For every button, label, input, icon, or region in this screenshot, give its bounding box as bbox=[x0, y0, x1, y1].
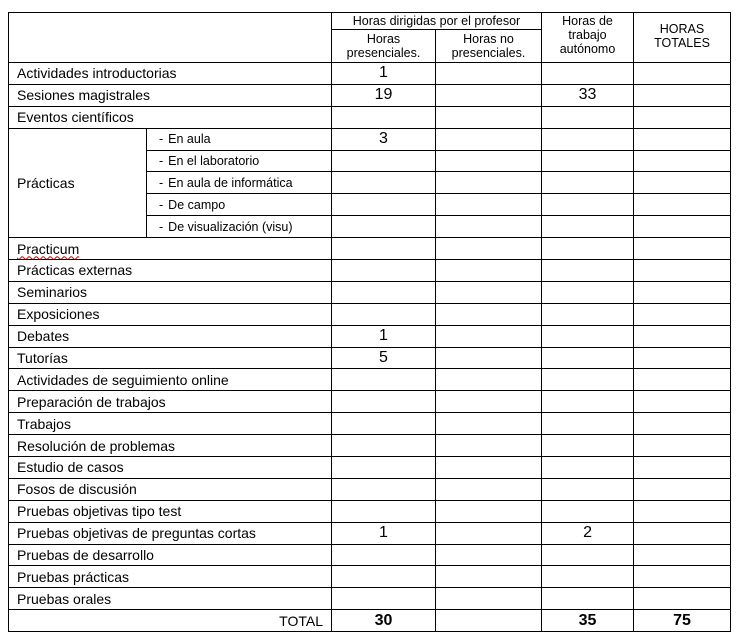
cell-autonomo bbox=[542, 238, 634, 260]
cell-no-presenciales bbox=[436, 260, 542, 282]
cell-no-presenciales bbox=[436, 500, 542, 522]
cell-autonomo bbox=[542, 369, 634, 391]
cell-presenciales bbox=[332, 194, 436, 216]
activity-label: Actividades introductorias bbox=[9, 63, 332, 85]
table-row bbox=[9, 457, 731, 479]
cell-presenciales bbox=[332, 566, 436, 588]
activity-label-text: Estudio de casos bbox=[17, 459, 124, 476]
cell-presenciales bbox=[332, 478, 436, 500]
cell-presenciales bbox=[332, 413, 436, 435]
cell-autonomo bbox=[542, 413, 634, 435]
table-row bbox=[9, 106, 731, 128]
cell-no-presenciales bbox=[436, 238, 542, 260]
header-totales: HORAS TOTALES bbox=[634, 13, 731, 63]
activity-label bbox=[9, 347, 332, 369]
cell-totales bbox=[634, 84, 731, 106]
cell-no-presenciales bbox=[436, 544, 542, 566]
cell-no-presenciales bbox=[436, 522, 542, 544]
cell-no-presenciales bbox=[436, 63, 542, 85]
activity-label bbox=[9, 478, 332, 500]
activity-label bbox=[9, 435, 332, 457]
activity-label bbox=[9, 457, 332, 479]
table-row bbox=[9, 238, 731, 260]
total-row bbox=[9, 610, 731, 632]
cell-totales bbox=[634, 588, 731, 610]
activity-label-text: Trabajos bbox=[17, 415, 71, 432]
cell-totales bbox=[634, 522, 731, 544]
cell-totales bbox=[634, 478, 731, 500]
cell-autonomo bbox=[542, 194, 634, 216]
cell-presenciales: 1 bbox=[332, 522, 436, 544]
table-row bbox=[9, 391, 731, 413]
cell-no-presenciales bbox=[436, 84, 542, 106]
cell-autonomo bbox=[542, 63, 634, 85]
total-presenciales: 30 bbox=[332, 610, 436, 632]
cell-autonomo bbox=[542, 260, 634, 282]
activity-label bbox=[9, 369, 332, 391]
cell-autonomo bbox=[542, 281, 634, 303]
activity-label-text: Pruebas de desarrollo bbox=[17, 547, 154, 564]
cell-autonomo bbox=[542, 172, 634, 194]
activity-label-text: Pruebas orales bbox=[17, 590, 112, 607]
activity-label bbox=[9, 544, 332, 566]
cell-autonomo bbox=[542, 391, 634, 413]
practicas-subtype bbox=[147, 172, 332, 194]
cell-totales bbox=[634, 194, 731, 216]
total-label: TOTAL bbox=[9, 610, 332, 632]
cell-autonomo bbox=[542, 435, 634, 457]
cell-autonomo bbox=[542, 347, 634, 369]
activity-label bbox=[9, 391, 332, 413]
cell-presenciales: 5 bbox=[332, 347, 436, 369]
table-row bbox=[9, 566, 731, 588]
practicas-subtype-label: En el laboratorio bbox=[168, 154, 260, 168]
cell-no-presenciales bbox=[436, 303, 542, 325]
cell-totales bbox=[634, 303, 731, 325]
cell-totales bbox=[634, 63, 731, 85]
table-row bbox=[9, 588, 731, 610]
dash-bullet: - bbox=[159, 132, 164, 147]
cell-presenciales bbox=[332, 369, 436, 391]
cell-totales bbox=[634, 544, 731, 566]
activity-label: Eventos científicos bbox=[9, 106, 332, 128]
cell-totales bbox=[634, 260, 731, 282]
practicas-subtype bbox=[147, 216, 332, 238]
header-corner bbox=[9, 13, 332, 63]
cell-presenciales bbox=[332, 106, 436, 128]
table-row bbox=[9, 435, 731, 457]
cell-no-presenciales bbox=[436, 172, 542, 194]
activity-label-text: Pruebas objetivas de preguntas cortas bbox=[17, 525, 256, 542]
activity-label bbox=[9, 500, 332, 522]
cell-autonomo: 33 bbox=[542, 84, 634, 106]
cell-totales bbox=[634, 238, 731, 260]
cell-autonomo bbox=[542, 457, 634, 479]
cell-no-presenciales bbox=[436, 457, 542, 479]
activity-label-text: Resolución de problemas bbox=[17, 437, 175, 454]
table-row bbox=[9, 260, 731, 282]
cell-no-presenciales bbox=[436, 413, 542, 435]
header-group-label: Horas dirigidas por el profesor bbox=[332, 13, 542, 30]
table-row bbox=[9, 281, 731, 303]
cell-autonomo bbox=[542, 216, 634, 238]
activity-label bbox=[9, 303, 332, 325]
cell-totales bbox=[634, 172, 731, 194]
practicas-subtype bbox=[147, 194, 332, 216]
activity-label-text: Fosos de discusión bbox=[17, 481, 137, 498]
activity-label bbox=[9, 325, 332, 347]
cell-presenciales: 1 bbox=[332, 63, 436, 85]
dash-bullet: - bbox=[159, 175, 164, 190]
header-autonomo: Horas de trabajo autónomo bbox=[542, 13, 634, 63]
cell-autonomo: 2 bbox=[542, 522, 634, 544]
activity-label bbox=[9, 522, 332, 544]
cell-no-presenciales bbox=[436, 391, 542, 413]
cell-totales bbox=[634, 216, 731, 238]
practicas-subtype-label: En aula de informática bbox=[168, 175, 293, 190]
activity-label: Sesiones magistrales bbox=[9, 84, 332, 106]
cell-totales bbox=[634, 566, 731, 588]
dash-bullet: - bbox=[159, 219, 164, 234]
practicas-subtype bbox=[147, 128, 332, 150]
cell-autonomo bbox=[542, 150, 634, 172]
cell-totales bbox=[634, 150, 731, 172]
table-row bbox=[9, 128, 731, 150]
cell-totales bbox=[634, 435, 731, 457]
table-row bbox=[9, 347, 731, 369]
cell-no-presenciales bbox=[436, 566, 542, 588]
cell-presenciales bbox=[332, 435, 436, 457]
cell-no-presenciales bbox=[436, 150, 542, 172]
cell-presenciales bbox=[332, 281, 436, 303]
cell-totales bbox=[634, 500, 731, 522]
cell-presenciales bbox=[332, 150, 436, 172]
cell-no-presenciales bbox=[436, 194, 542, 216]
practicas-subtype-label: De campo bbox=[168, 197, 226, 212]
activity-label bbox=[9, 281, 332, 303]
activity-label bbox=[9, 566, 332, 588]
activity-label-text: Exposiciones bbox=[17, 306, 100, 323]
cell-no-presenciales bbox=[436, 128, 542, 150]
activity-label-text: Preparación de trabajos bbox=[17, 393, 166, 410]
cell-presenciales bbox=[332, 391, 436, 413]
cell-presenciales: 19 bbox=[332, 84, 436, 106]
cell-no-presenciales bbox=[436, 478, 542, 500]
cell-autonomo bbox=[542, 478, 634, 500]
activity-label-text: Practicum bbox=[17, 240, 80, 257]
activity-label bbox=[9, 238, 332, 260]
cell-no-presenciales bbox=[436, 588, 542, 610]
activity-label-text: Tutorías bbox=[17, 350, 68, 367]
cell-autonomo bbox=[542, 500, 634, 522]
practicas-subtype-label: De visualización (visu) bbox=[168, 219, 293, 234]
cell-totales bbox=[634, 369, 731, 391]
practicas-subtype-label: En aula bbox=[168, 132, 211, 147]
cell-autonomo bbox=[542, 303, 634, 325]
cell-totales bbox=[634, 325, 731, 347]
cell-no-presenciales bbox=[436, 281, 542, 303]
activity-label bbox=[9, 588, 332, 610]
cell-totales bbox=[634, 457, 731, 479]
header-row-1 bbox=[9, 13, 731, 30]
table-row bbox=[9, 500, 731, 522]
cell-presenciales bbox=[332, 303, 436, 325]
table-row bbox=[9, 369, 731, 391]
cell-presenciales bbox=[332, 238, 436, 260]
cell-totales bbox=[634, 413, 731, 435]
cell-presenciales bbox=[332, 216, 436, 238]
activity-label-text: Seminarios bbox=[17, 284, 88, 301]
table-row bbox=[9, 63, 731, 85]
total-totales: 75 bbox=[634, 610, 731, 632]
cell-presenciales: 3 bbox=[332, 128, 436, 150]
cell-autonomo bbox=[542, 325, 634, 347]
header-presenciales: Horas presenciales. bbox=[332, 30, 436, 63]
activity-label-text: Pruebas objetivas tipo test bbox=[17, 503, 182, 520]
dash-bullet: - bbox=[159, 154, 164, 168]
cell-totales bbox=[634, 106, 731, 128]
cell-no-presenciales bbox=[436, 106, 542, 128]
cell-no-presenciales bbox=[436, 369, 542, 391]
cell-presenciales bbox=[332, 588, 436, 610]
table-row bbox=[9, 303, 731, 325]
hours-table bbox=[8, 12, 731, 632]
practicas-subtype bbox=[147, 150, 332, 172]
cell-totales bbox=[634, 391, 731, 413]
cell-presenciales bbox=[332, 260, 436, 282]
cell-totales bbox=[634, 128, 731, 150]
cell-autonomo bbox=[542, 128, 634, 150]
table-row bbox=[9, 84, 731, 106]
cell-autonomo bbox=[542, 106, 634, 128]
activity-label bbox=[9, 413, 332, 435]
total-autonomo: 35 bbox=[542, 610, 634, 632]
cell-totales bbox=[634, 281, 731, 303]
activity-label-text: Debates bbox=[17, 328, 70, 345]
table-row bbox=[9, 522, 731, 544]
activity-label bbox=[9, 260, 332, 282]
cell-presenciales bbox=[332, 500, 436, 522]
table-row bbox=[9, 325, 731, 347]
activity-label-text: Pruebas prácticas bbox=[17, 568, 130, 585]
cell-autonomo bbox=[542, 544, 634, 566]
cell-presenciales bbox=[332, 457, 436, 479]
cell-no-presenciales bbox=[436, 347, 542, 369]
activity-label-text: Prácticas externas bbox=[17, 262, 133, 279]
table-row bbox=[9, 544, 731, 566]
cell-presenciales bbox=[332, 544, 436, 566]
practicas-label: Prácticas bbox=[9, 128, 147, 237]
cell-autonomo bbox=[542, 566, 634, 588]
cell-presenciales bbox=[332, 172, 436, 194]
table-row bbox=[9, 478, 731, 500]
dash-bullet: - bbox=[159, 197, 164, 212]
cell-no-presenciales bbox=[436, 435, 542, 457]
cell-presenciales: 1 bbox=[332, 325, 436, 347]
cell-totales bbox=[634, 347, 731, 369]
cell-no-presenciales bbox=[436, 216, 542, 238]
cell-autonomo bbox=[542, 588, 634, 610]
header-no-presenciales: Horas no presenciales. bbox=[436, 30, 542, 63]
activity-label-text: Actividades de seguimiento online bbox=[17, 371, 229, 388]
table-row bbox=[9, 413, 731, 435]
cell-no-presenciales bbox=[436, 325, 542, 347]
total-no-presenciales bbox=[436, 610, 542, 632]
